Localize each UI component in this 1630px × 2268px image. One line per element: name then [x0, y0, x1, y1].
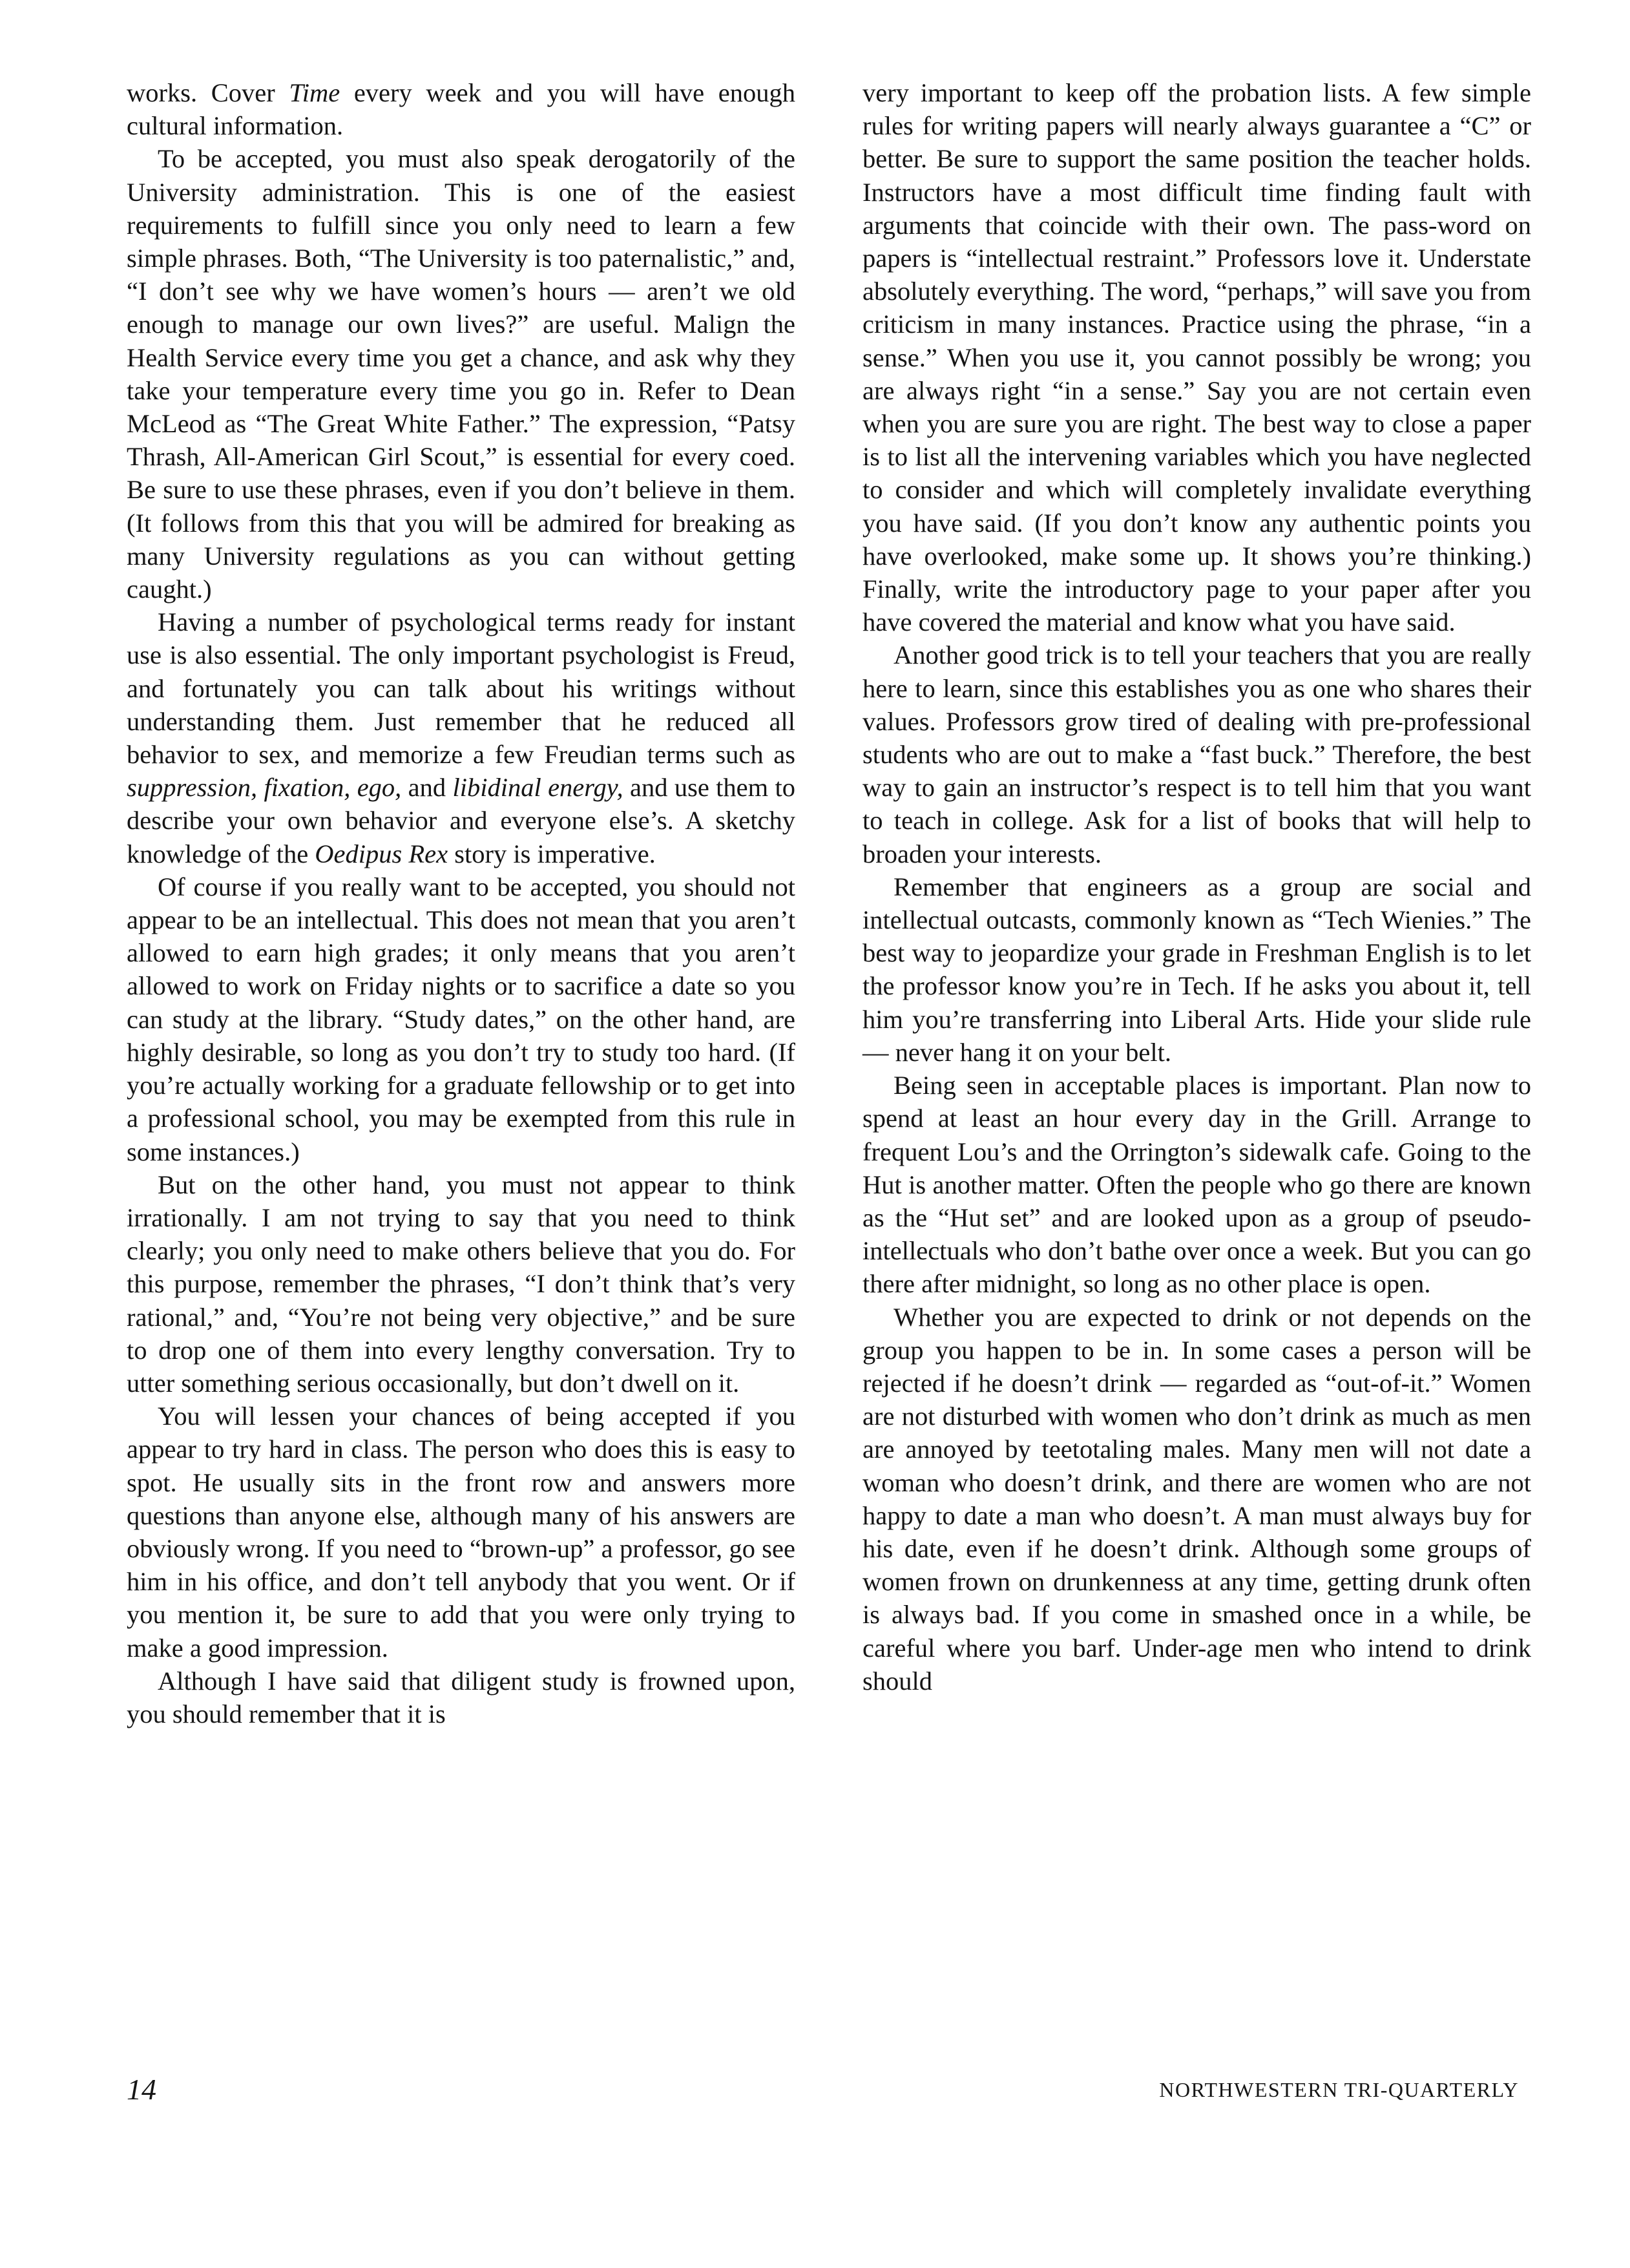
- page-number: 14: [127, 2073, 156, 2106]
- paragraph: [127, 1664, 795, 1730]
- paragraph-text: and use them to describe your own behavior and everyone else’s. A sketchy knowledge of the: [127, 773, 795, 868]
- paragraph-text: very important to keep off the probation lists. A few simple rules for writing papers will nearly always guarantee a “C” or better. Be sure to support the same position the teacher holds. Instructors have a most difficult time finding fault with arguments that coincide with their own. The pass-word on papers is “intellectual restraint.” Professors love it. Understate absolutely everything. The word, “perhaps,” will save you from criticism in many instances. Practice using the phrase, “in a sense.” When you use it, you cannot possibly be wrong; you are always right “in a sense.” Say you are not certain even when you are sure you are right. The best way to close a paper is to list all the intervening variables which you have neglected to consider and which will completely invalidate everything you have said. (If you don’t know any authentic points you have overlooked, make some up. It shows you’re thinking.) Finally, write the introductory page to your paper after you have covered the material and know what you have said.: [862, 78, 1531, 637]
- italic-text: Time: [289, 78, 340, 107]
- paragraph-text: works. Cover: [127, 78, 289, 107]
- paragraph-text: Of course if you really want to be accepted, you should not appear to be an intellectual. This does not mean that you aren’t allowed to earn high grades; it only means that you aren’t allowed to work on Friday nights or to sacrifice a date so you can study at the library. “Study dates,” on the other hand, are highly desirable, so long as you don’t try to study too hard. (If you’re actually working for a graduate fellowship or to get into a professional school, you may be exempted from this rule in some instances.): [127, 872, 795, 1166]
- italic-text: libidinal energy,: [452, 773, 623, 803]
- paragraph-text: Being seen in acceptable places is important. Plan now to spend at least an hour every day in the Grill. Arrange to frequent Lou’s and the Orrington’s sidewalk cafe. Going to the Hut is another matter. Often the people who go there are known as the “Hut set” and are looked upon as a group of pseudo-intellectuals who don’t bathe over once a week. But you can go there after midnight, so long as no other place is open.: [862, 1071, 1531, 1299]
- paragraph-text: But on the other hand, you must not appear to think irrationally. I am not trying to say that you need to think clearly; you only need to make others believe that you do. For this purpose, remember the phrases, “I don’t think that’s very rational,” and, “You’re not being very objective,” and be sure to drop one of them into every lengthy conversation. Try to utter something serious occasionally, but don’t dwell on it.: [127, 1170, 795, 1398]
- paragraph-text: Whether you are expected to drink or not depends on the group you happen to be in. In some cases a person will be rejected if he doesn’t drink — regarded as “out-of-it.” Women are not disturbed with women who don’t drink as much as men are annoyed by teetotaling males. Many men will not date a woman who doesn’t drink, and there are women who are not happy to date a man who doesn’t. A man must always buy for his date, even if he doesn’t drink. Although some groups of women frown on drunkenness at any time, getting drunk often is always bad. If you come in smashed once in a while, be careful where you barf. Under-age men who intend to drink should: [862, 1302, 1531, 1696]
- paragraph: [127, 870, 795, 1168]
- paragraph: [127, 76, 795, 142]
- paragraph-text: Although I have said that diligent study is frowned upon, you should remember that it is: [127, 1666, 795, 1728]
- italic-text: suppression, fixation, ego,: [127, 773, 402, 803]
- paragraph-text: Another good trick is to tell your teachers that you are really here to learn, since this establishes you as one who shares their values. Professors grow tired of dealing with pre-professional students who are out to make a “fast buck.” Therefore, the best way to gain an instructor’s respect is to tell him that you want to teach in college. Ask for a list of books that will help to broaden your interests.: [862, 640, 1531, 868]
- paragraph: [127, 1168, 795, 1400]
- paragraph: [127, 142, 795, 605]
- paragraph-text: To be accepted, you must also speak derogatorily of the University administration. This is one of the easiest requirements to fulfill since you only need to learn a few simple phrases. Both, “The University is too paternalistic,” and, “I don’t see why we have women’s hours — aren’t we old enough to manage our own lives?” are useful. Malign the Health Service every time you get a chance, and ask why they take your temperature every time you go in. Refer to Dean McLeod as “The Great White Father.” The expression, “Patsy Thrash, All-American Girl Scout,” is essential for every coed. Be sure to use these phrases, even if you don’t believe in them. (It follows from this that you will be admired for breaking as many University regulations as you can without getting caught.): [127, 144, 795, 604]
- paragraph-text: and: [401, 773, 453, 803]
- right-text-column: [862, 76, 1531, 1697]
- italic-text: Oedipus Rex: [315, 839, 448, 868]
- running-footer-title: NORTHWESTERN TRI-QUARTERLY: [1159, 2078, 1519, 2101]
- paragraph: [862, 870, 1531, 1069]
- left-text-column: [127, 76, 795, 1730]
- paragraph-text: Remember that engineers as a group are social and intellectual outcasts, commonly known as “Tech Wienies.” The best way to jeopardize your grade in Freshman English is to let the professor know you’re in Tech. If he asks you about it, tell him you’re transferring into Liberal Arts. Hide your slide rule — never hang it on your belt.: [862, 872, 1531, 1067]
- paragraph-text: You will lessen your chances of being accepted if you appear to try hard in class. The person who does this is easy to spot. He usually sits in the front row and answers more questions than anyone else, although many of his answers are obviously wrong. If you need to “brown-up” a professor, go see him in his office, and don’t tell anybody that you went. Or if you mention it, be sure to add that you were only trying to make a good impression.: [127, 1402, 795, 1663]
- paragraph-text: every week and you will have enough cultural information.: [127, 78, 796, 141]
- paragraph-text: story is imperative.: [448, 839, 656, 868]
- paragraph: [862, 638, 1531, 870]
- paragraph: [127, 605, 795, 870]
- paragraph-text: Having a number of psychological terms ready for instant use is also essential. The only important psychologist is Freud, and fortunately you can talk about his writings without understanding them. Just remember that he reduced all behavior to sex, and memorize a few Freudian terms such as: [127, 607, 795, 770]
- paragraph: [862, 1069, 1531, 1300]
- paragraph: [862, 1301, 1531, 1697]
- paragraph: [862, 76, 1531, 638]
- paragraph: [127, 1400, 795, 1664]
